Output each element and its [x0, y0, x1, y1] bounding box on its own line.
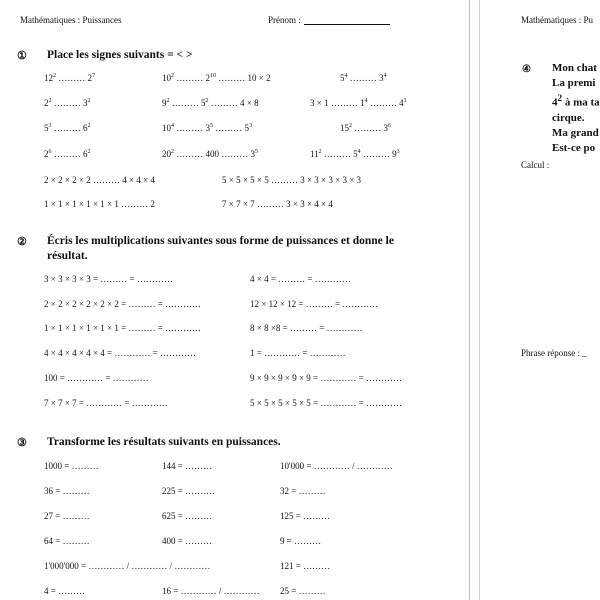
q1-exercise-r6-c1: 1 × 1 × 1 × 1 × 1 × 1 ……… 2 — [44, 199, 155, 209]
q3-exercise-r5-c3: 121 = ……… — [280, 561, 331, 571]
q1-exercise-r2-c1: $2^2$ ……… $3^2$ — [44, 98, 91, 108]
q2-exercise-r4-c2: 1 = ………… = ………… — [250, 348, 346, 358]
q2-exercise-r1-c1: 3 × 3 × 3 × 3 = ……… = ………… — [44, 274, 173, 284]
q3-exercise-r1-c1: 1000 = ……… — [44, 461, 99, 471]
q2-exercise-r3-c2: 8 × 8 ×8 = ……… = ………… — [250, 323, 363, 333]
question-3-number: ③ — [17, 437, 27, 449]
q2-exercise-r5-c2: 9 × 9 × 9 × 9 × 9 = ………… = ………… — [250, 373, 402, 383]
q3-exercise-r3-c1: 27 = ……… — [44, 511, 90, 521]
question-3-prompt: Transforme les résultats suivants en puissances. — [47, 436, 281, 448]
q1-exercise-r5-c2: 5 × 5 × 5 × 5 ……… 3 × 3 × 3 × 3 × 3 — [222, 175, 362, 185]
phrase-reponse-label: Phrase réponse : _ — [521, 348, 587, 358]
question-4-text — [552, 61, 600, 156]
worksheet-title-right: Mathématiques : Pu — [521, 15, 593, 25]
q3-exercise-r6-c1: 4 = ……… — [44, 586, 86, 596]
q3-exercise-r4-c2: 400 = ……… — [162, 536, 213, 546]
q3-exercise-r2-c3: 32 = ……… — [280, 486, 326, 496]
q3-exercise-r4-c1: 64 = ……… — [44, 536, 90, 546]
q1-exercise-r4-c3: $11^2$ ……… $5^4$ ……… $9^3$ — [310, 149, 400, 159]
calcul-label: Calcul : — [521, 160, 550, 170]
q1-exercise-r6-c2: 7 × 7 × 7 ……… 3 × 3 × 4 × 4 — [222, 199, 333, 209]
question-2-number: ② — [17, 236, 27, 248]
question-1-number: ① — [17, 50, 27, 62]
question-4-line-1: Mon chat — [552, 62, 597, 74]
prenom-label: Prénom : — [268, 15, 301, 25]
q1-exercise-r3-c2: $10^4$ ……… $3^5$ ……… $5^3$ — [162, 123, 252, 133]
q1-exercise-r3-c1: $5^3$ ……… $6^2$ — [44, 123, 91, 133]
q1-exercise-r1-c1: $12^2$ ……… $2^7$ — [44, 73, 95, 83]
q3-exercise-r5-c1: 1'000'000 = ………… / ………… / ………… — [44, 561, 211, 571]
q3-exercise-r3-c3: 125 = ……… — [280, 511, 331, 521]
worksheet-title: Mathématiques : Puissances — [20, 15, 122, 25]
worksheet-right-page — [480, 0, 600, 600]
q2-exercise-r1-c2: 4 × 4 = ……… = ………… — [250, 274, 351, 284]
q3-exercise-r2-c2: 225 = ………. — [162, 486, 215, 496]
q1-exercise-r4-c2: $20^2$ ……… 400 ……… $3^5$ — [162, 149, 258, 159]
question-2-prompt: Écris les multiplications suivantes sous forme de puissances et donne le résultat. — [47, 235, 394, 262]
prenom-blank-line — [304, 24, 390, 25]
q1-exercise-r3-c3: $15^2$ ……… $3^6$ — [340, 123, 391, 133]
question-4-line-3: $4^2$ à ma ta — [552, 93, 600, 109]
q2-exercise-r3-c1: 1 × 1 × 1 × 1 × 1 × 1 = ……… = ………… — [44, 323, 202, 333]
prenom-field — [268, 15, 390, 25]
q1-exercise-r4-c1: $2^6$ ……… $6^2$ — [44, 149, 91, 159]
q1-exercise-r1-c3: $5^4$ ……… $3^4$ — [340, 73, 387, 83]
q2-exercise-r6-c1: 7 × 7 × 7 = ………… = ………… — [44, 398, 168, 408]
q1-exercise-r2-c3: 3 × 1 ……… $1^4$ ……… $4^1$ — [310, 98, 407, 108]
q2-exercise-r4-c1: 4 × 4 × 4 × 4 × 4 = ………… = ………… — [44, 348, 196, 358]
q3-exercise-r3-c2: 625 = ……… — [162, 511, 213, 521]
question-4-line-2: La premi — [552, 77, 596, 89]
q3-exercise-r1-c3: 10'000 = ………… / ………… — [280, 461, 393, 471]
q3-exercise-r1-c2: 144 = ……… — [162, 461, 213, 471]
q3-exercise-r6-c3: 25 = ……… — [280, 586, 326, 596]
q3-exercise-r2-c1: 36 = ……… — [44, 486, 90, 496]
q3-exercise-r4-c3: 9 = ……… — [280, 536, 322, 546]
question-1-prompt: Place les signes suivants = < > — [47, 49, 193, 61]
page-divider — [469, 0, 470, 600]
question-4-line-6: Est-ce po — [552, 141, 596, 154]
q2-exercise-r5-c1: 100 = ………… = ………… — [44, 373, 149, 383]
question-4-line-5: Ma grand — [552, 126, 599, 139]
q2-exercise-r2-c2: 12 × 12 × 12 = ……… = ………… — [250, 299, 379, 309]
question-4-number: ④ — [522, 64, 531, 75]
question-4-line-4: cirque. — [552, 111, 585, 124]
q1-exercise-r1-c2: $10^2$ ……… $2^{10}$ ……… 10 × 2 — [162, 73, 271, 83]
q1-exercise-r5-c1: 2 × 2 × 2 × 2 ……… 4 × 4 × 4 — [44, 175, 155, 185]
q2-exercise-r6-c2: 5 × 5 × 5 × 5 × 5 = ………… = ………… — [250, 398, 402, 408]
q3-exercise-r6-c2: 16 = ………… / ………… — [162, 586, 260, 596]
q2-exercise-r2-c1: 2 × 2 × 2 × 2 × 2 × 2 = ……… = ………… — [44, 299, 202, 309]
q1-exercise-r2-c2: $9^2$ ……… $5^2$ ……… 4 × 8 — [162, 98, 259, 108]
